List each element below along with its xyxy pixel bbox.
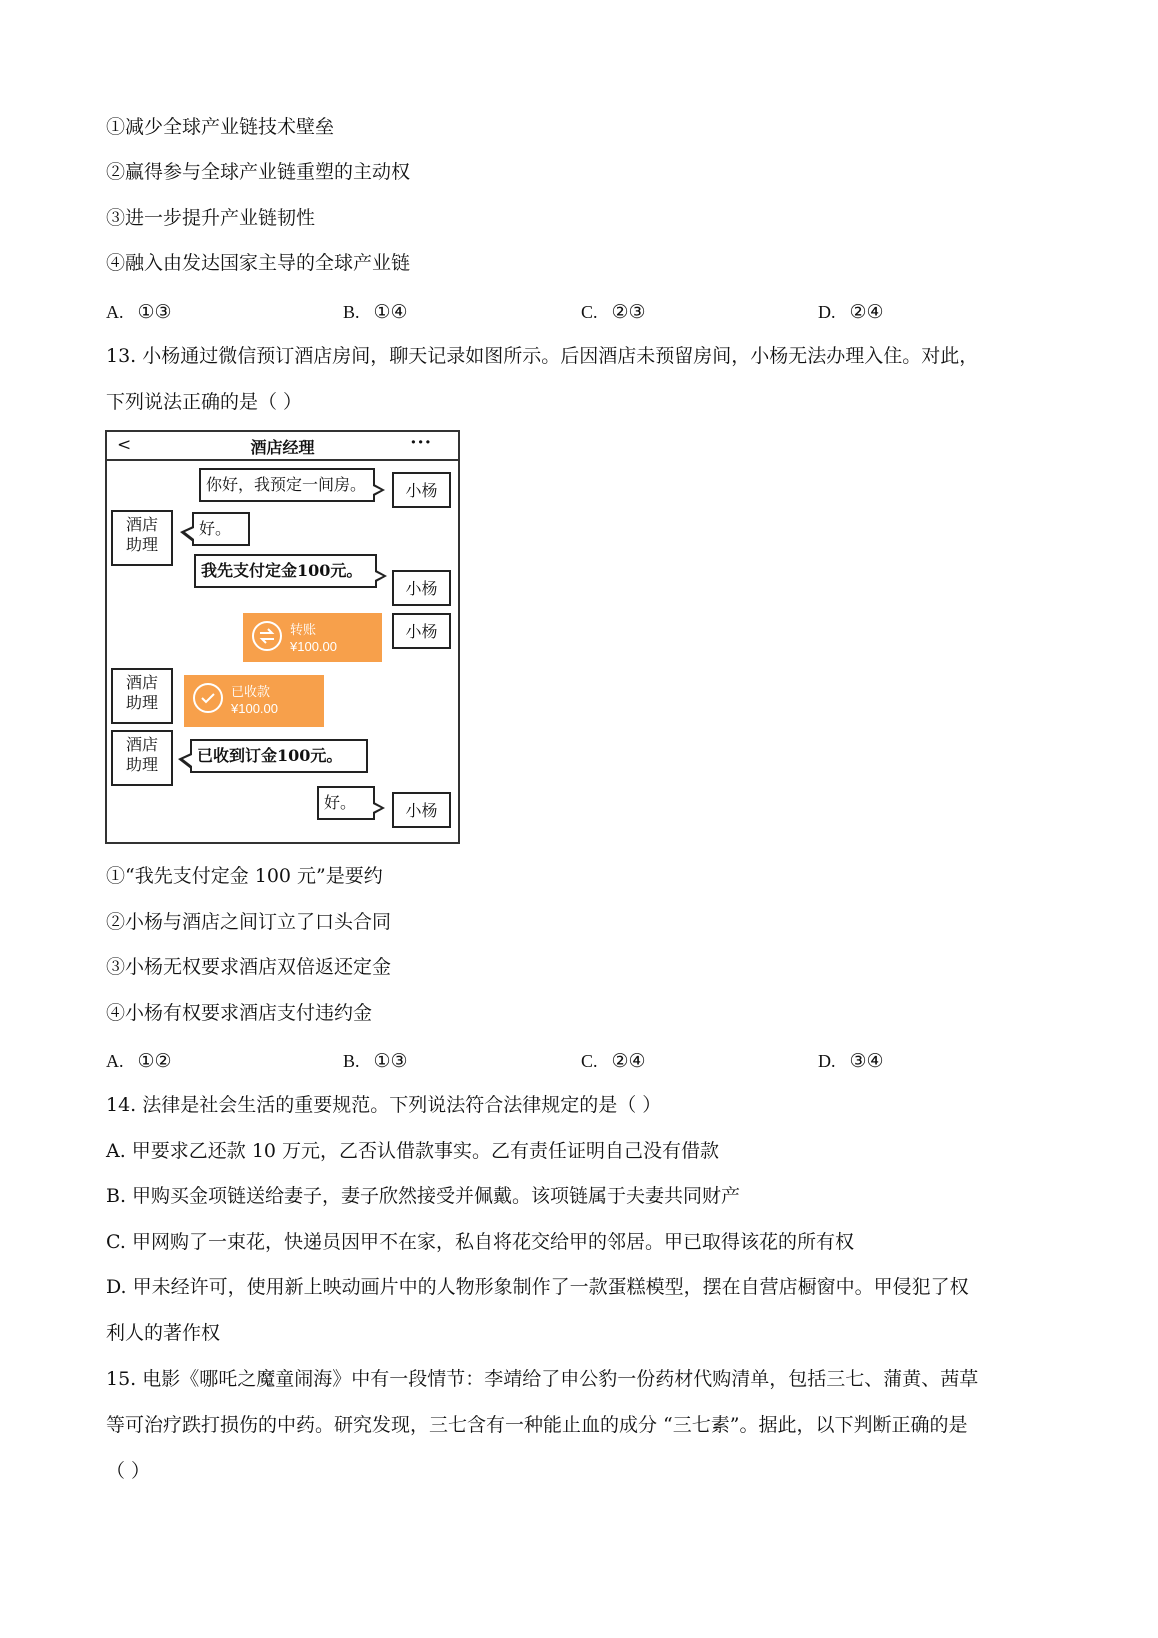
option-letter: A. <box>106 302 124 322</box>
q13-stem-line-2: 下列说法正确的是（ ） <box>106 391 303 413</box>
avatar-label: 酒店 助理 <box>125 515 158 554</box>
chat-title: 酒店经理 <box>250 438 315 457</box>
option-letter: A. <box>106 1051 124 1071</box>
option-text: ③④ <box>849 1050 884 1072</box>
avatar-assistant <box>111 730 173 786</box>
q12-statement-4: ④融入由发达国家主导的全球产业链 <box>106 252 411 274</box>
q12-statement-2: ②赢得参与全球产业链重塑的主动权 <box>106 161 411 183</box>
q12-option-b[interactable] <box>343 301 408 323</box>
q13-option-c[interactable] <box>581 1050 646 1072</box>
q14-option-d-line-1[interactable]: D. 甲未经许可，使用新上映动画片中的人物形象制作了一款蛋糕模型，摆在自营店橱窗中。甲侵犯了权 <box>106 1276 969 1298</box>
q13-stem-line-1: 13. 小杨通过微信预订酒店房间，聊天记录如图所示。后因酒店未预留房间，小杨无法办理入住。对此， <box>106 345 979 367</box>
q15-stem-line-2: 等可治疗跌打损伤的中药。研究发现，三七含有一种能止血的成分 “三七素”。据此，以下判断正确的是 <box>106 1414 968 1436</box>
bubble-text: 好。 <box>199 519 232 538</box>
q14-option-a[interactable]: A. 甲要求乙还款 10 万元，乙否认借款事实。乙有责任证明自己没有借款 <box>106 1140 720 1162</box>
transfer-amount: ¥100.00 <box>290 639 337 654</box>
received-label: 已收款 <box>231 684 271 699</box>
option-letter: D. <box>818 302 836 322</box>
bubble-text: 你好，我预定一间房。 <box>206 475 367 494</box>
avatar-yang: 小杨 <box>392 613 451 649</box>
option-text: ①③ <box>373 1050 408 1072</box>
bubble-text: 已收到订金100元。 <box>197 746 343 765</box>
chat-bubble-assistant-1 <box>192 512 250 546</box>
q12-statement-1: ①减少全球产业链技术壁垒 <box>106 116 335 138</box>
q15-stem-line-1: 15. 电影《哪吒之魔童闹海》中有一段情节：李靖给了申公豹一份药材代购清单，包括三七、蒲黄、茜草 <box>106 1368 979 1390</box>
avatar-assistant <box>111 668 173 724</box>
q13-statement-2: ②小杨与酒店之间订立了口头合同 <box>106 911 392 933</box>
avatar-yang: 小杨 <box>392 472 451 508</box>
avatar-label: 酒店 助理 <box>125 735 158 774</box>
q13-statement-1: ①“我先支付定金 100 元”是要约 <box>106 865 383 887</box>
chat-bubble-assistant-2 <box>190 739 368 773</box>
q13-option-a[interactable] <box>106 1050 172 1072</box>
q14-option-c[interactable]: C. 甲网购了一束花，快递员因甲不在家，私自将花交给甲的邻居。甲已取得该花的所有权 <box>106 1231 854 1253</box>
avatar-yang: 小杨 <box>392 570 451 606</box>
q13-statement-3: ③小杨无权要求酒店双倍返还定金 <box>106 956 392 978</box>
chat-bubble-yang-3 <box>317 786 375 820</box>
avatar-yang: 小杨 <box>392 792 451 828</box>
option-letter: B. <box>343 1051 360 1071</box>
check-circle-icon <box>193 683 223 713</box>
transfer-card[interactable] <box>243 613 382 662</box>
q13-option-b[interactable] <box>343 1050 408 1072</box>
avatar-assistant <box>111 510 173 566</box>
bubble-text: 我先支付定金100元。 <box>201 561 363 580</box>
q14-option-b[interactable]: B. 甲购买金项链送给妻子，妻子欣然接受并佩戴。该项链属于夫妻共同财产 <box>106 1185 741 1207</box>
transfer-icon <box>252 621 282 651</box>
q12-option-d[interactable] <box>818 301 884 323</box>
option-text: ②③ <box>611 301 646 323</box>
option-letter: C. <box>581 1051 598 1071</box>
option-letter: D. <box>818 1051 836 1071</box>
option-text: ①② <box>137 1050 172 1072</box>
back-icon[interactable]: < <box>117 435 132 455</box>
chat-bubble-yang-2 <box>194 554 377 588</box>
chat-bubble-yang-1 <box>199 468 375 502</box>
option-text: ②④ <box>849 301 884 323</box>
option-letter: C. <box>581 302 598 322</box>
option-text: ②④ <box>611 1050 646 1072</box>
option-text: ①④ <box>373 301 408 323</box>
transfer-label: 转账 <box>290 622 317 637</box>
q14-option-d-line-2: 利人的著作权 <box>106 1322 221 1344</box>
q13-option-d[interactable] <box>818 1050 884 1072</box>
q13-statement-4: ④小杨有权要求酒店支付违约金 <box>106 1002 373 1024</box>
q15-stem-line-3: （ ） <box>106 1460 151 1482</box>
option-text: ①③ <box>137 301 172 323</box>
avatar-label: 酒店 助理 <box>125 673 158 712</box>
q12-option-a[interactable] <box>106 301 172 323</box>
more-icon[interactable]: ··· <box>410 432 432 453</box>
q12-statement-3: ③进一步提升产业链韧性 <box>106 207 316 229</box>
bubble-text: 好。 <box>324 793 357 812</box>
option-letter: B. <box>343 302 360 322</box>
chat-header <box>107 432 458 461</box>
received-amount: ¥100.00 <box>231 701 278 716</box>
q14-stem: 14. 法律是社会生活的重要规范。下列说法符合法律规定的是（ ） <box>106 1094 662 1116</box>
received-card[interactable] <box>184 675 324 727</box>
q12-option-c[interactable] <box>581 301 646 323</box>
chat-screenshot-figure <box>105 430 460 844</box>
